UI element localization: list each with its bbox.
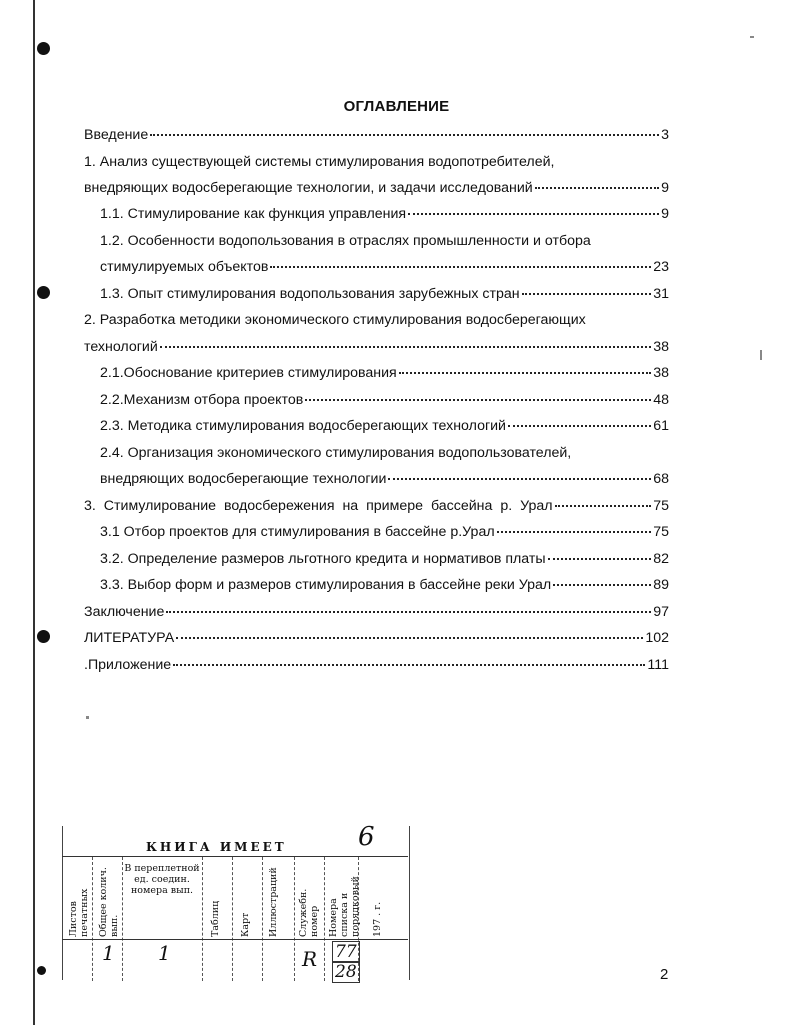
stamp-value-bound: 1 — [158, 941, 171, 965]
stamp-col-header: Общее колич. вып. — [98, 867, 120, 937]
toc-entry-3-3 — [100, 575, 669, 595]
toc-entry-2-1 — [100, 363, 669, 383]
stamp-col-header: Карт — [240, 912, 251, 937]
toc-entry-literature — [84, 628, 669, 648]
stamp-title: КНИГА ИМЕЕТ — [146, 840, 287, 854]
toc-page: 89 — [653, 577, 669, 593]
toc-label: Заключение — [84, 604, 165, 620]
toc-page: 97 — [653, 604, 669, 620]
stamp-col-header: Иллюстраций — [268, 867, 279, 937]
stamp-col-header: Номера списка и порядковый — [328, 876, 361, 937]
toc-entry-ch3 — [84, 496, 669, 516]
toc-entry-ch1-line1: 1. Анализ существующей системы стимулирования водопотребителей, — [84, 154, 555, 170]
stamp-col-header: Таблиц — [210, 900, 221, 937]
punch-hole-middle — [37, 286, 50, 299]
toc-entry-2-4 — [100, 469, 669, 489]
toc-page: 23 — [653, 259, 669, 275]
stamp-divider — [62, 939, 408, 940]
toc-entry-2-4-line1: 2.4. Организация экономического стимулирования водопользователей, — [100, 445, 572, 461]
toc-page: 38 — [653, 339, 669, 355]
toc-label: внедряющих водосберегающие технологии — [100, 471, 387, 487]
toc-label: внедряющих водосберегающие технологии, и задачи исследований — [84, 180, 533, 196]
toc-entry-ch1 — [84, 178, 669, 198]
stamp-col-header: Служебн. номер — [298, 888, 320, 937]
toc-page: 111 — [647, 657, 669, 673]
punch-hole-top — [37, 42, 50, 55]
toc-entry-1-3 — [100, 284, 669, 304]
toc-entry-ch2 — [84, 337, 669, 357]
toc-label: технологий — [84, 339, 158, 355]
toc-page: 75 — [653, 498, 669, 514]
binding-margin-line — [33, 0, 35, 1025]
toc-label: 3.1 Отбор проектов для стимулирования в бассейне р.Урал — [100, 524, 495, 540]
toc-label: 2.3. Методика стимулирования водосберегающих технологий — [100, 418, 506, 434]
toc-label: ЛИТЕРАТУРА — [84, 630, 175, 646]
stamp-col-header: В переплетной ед. соедин. номера вып. — [124, 863, 200, 896]
toc-label: .Приложение — [84, 657, 172, 673]
stamp-value-total: 1 — [102, 941, 115, 965]
toc-label: 3.2. Определение размеров льготного кредита и нормативов платы — [100, 551, 546, 567]
punch-hole-bottom — [37, 966, 46, 975]
toc-page: 75 — [653, 524, 669, 540]
toc-page: 61 — [653, 418, 669, 434]
page-title: ОГЛАВЛЕНИЕ — [343, 98, 450, 115]
library-stamp — [46, 816, 408, 980]
toc-page: 9 — [661, 206, 669, 222]
toc-entry-2-3 — [100, 416, 669, 436]
toc-entry-ch2-line1: 2. Разработка методики экономического стимулирования водосберегающих — [84, 312, 586, 328]
toc-page: 82 — [653, 551, 669, 567]
stamp-value-order-number: 28 — [332, 961, 360, 983]
toc-entry-2-2 — [100, 390, 669, 410]
toc-page: 38 — [653, 365, 669, 381]
toc-page: 68 — [653, 471, 669, 487]
toc-entry-appendix — [84, 655, 669, 675]
stamp-table — [62, 856, 408, 981]
toc-label: 2.1.Обоснование критериев стимулирования — [100, 365, 397, 381]
stamp-handwritten-count: 6 — [358, 822, 375, 852]
stamp-col-header: Листов печатных — [68, 888, 90, 937]
toc-label: 3. Стимулирование водосбережения на примере бассейна р. Урал — [84, 498, 553, 514]
toc-label: стимулируемых объектов — [100, 259, 269, 275]
toc-page: 3 — [661, 127, 669, 143]
toc-entry-3-2 — [100, 549, 669, 569]
scan-speck — [750, 36, 754, 38]
stamp-value-list-number: 77 — [332, 941, 360, 963]
toc-page: 48 — [653, 392, 669, 408]
toc-entry-1-1 — [100, 204, 669, 224]
toc-page: 102 — [645, 630, 669, 646]
stamp-value-service: R — [302, 947, 318, 971]
punch-hole-lower — [37, 630, 50, 643]
stamp-col-header: 197 . г. — [372, 901, 383, 937]
scan-speck — [86, 716, 89, 719]
toc-entry-1-2-line1: 1.2. Особенности водопользования в отраслях промышленности и отбора — [100, 233, 591, 249]
toc-entry-conclusion — [84, 602, 669, 622]
toc-entry-3-1 — [100, 522, 669, 542]
toc-label: 3.3. Выбор форм и размеров стимулирования в бассейне реки Урал — [100, 577, 552, 593]
toc-page: 9 — [661, 180, 669, 196]
toc-entry-1-2 — [100, 257, 669, 277]
toc-label: 1.3. Опыт стимулирования водопользования зарубежных стран — [100, 286, 520, 302]
toc-page: 31 — [653, 286, 669, 302]
toc-entry-intro — [84, 125, 669, 145]
toc-label: Введение — [84, 127, 149, 143]
page-number: 2 — [660, 966, 669, 983]
toc-label: 1.1. Стимулирование как функция управления — [100, 206, 407, 222]
scan-speck — [760, 350, 762, 360]
toc-label: 2.2.Механизм отбора проектов — [100, 392, 304, 408]
